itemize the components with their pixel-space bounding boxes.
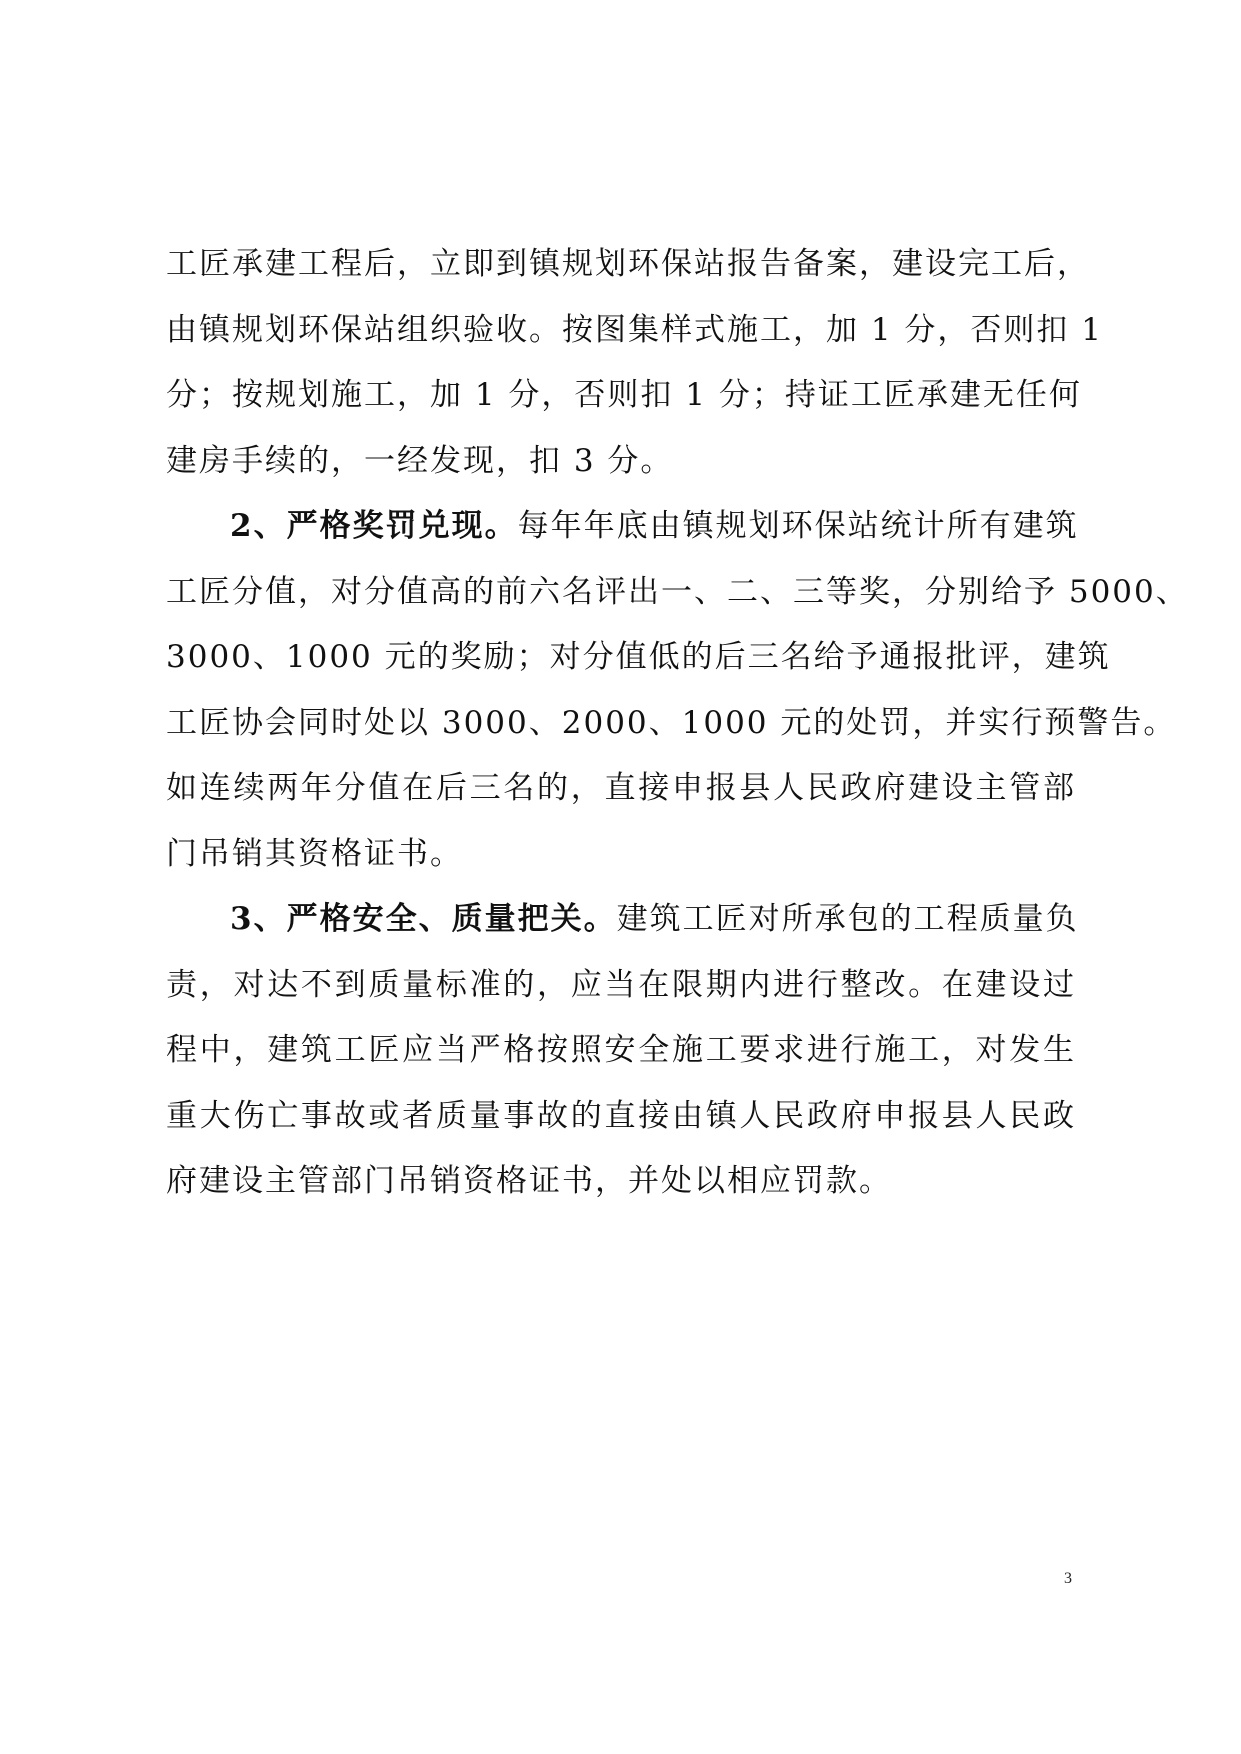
text-line: 如连续两年分值在后三名的，直接申报县人民政府建设主管部 [166, 770, 1076, 806]
text-line: 门吊销其资格证书。 [166, 835, 463, 872]
paragraph-1 [166, 232, 1104, 494]
text-line: 程中，建筑工匠应当严格按照安全施工要求进行施工，对发生 [166, 1032, 1076, 1068]
heading-line-text: 每年年底由镇规划环保站统计所有建筑 [517, 508, 1079, 544]
page-number: 3 [1064, 1570, 1072, 1587]
text-line: 建房手续的，一经发现，扣 3 分。 [166, 442, 674, 479]
document-body [166, 232, 1189, 1215]
text-line: 由镇规划环保站组织验收。按图集样式施工，加 1 分，否则扣 1 [166, 311, 1104, 348]
text-line [166, 494, 1079, 560]
text-line: 重大伤亡事故或者质量事故的直接由镇人民政府申报县人民政 [166, 1097, 1076, 1134]
text-line: 工匠承建工程后，立即到镇规划环保站报告备案，建设完工后， [166, 246, 1090, 282]
section-heading: 3、严格安全、质量把关。 [230, 901, 617, 937]
text-line: 工匠分值，对分值高的前六名评出一、二、三等奖，分别给予 5000、 [166, 573, 1189, 610]
text-line: 工匠协会同时处以 3000、2000、1000 元的处罚，并实行预警告。 [166, 704, 1177, 741]
text-line [166, 887, 1079, 953]
paragraph-3 [166, 887, 1079, 1215]
text-line: 责，对达不到质量标准的，应当在限期内进行整改。在建设过 [166, 966, 1076, 1003]
text-line: 3000、1000 元的奖励；对分值低的后三名给予通报批评，建筑 [166, 639, 1111, 675]
paragraph-2 [166, 494, 1189, 887]
section-heading: 2、严格奖罚兑现。 [230, 508, 518, 544]
heading-line-text: 建筑工匠对所承包的工程质量负 [616, 901, 1079, 937]
text-line: 分；按规划施工，加 1 分，否则扣 1 分；持证工匠承建无任何 [166, 377, 1082, 413]
text-line: 府建设主管部门吊销资格证书，并处以相应罚款。 [166, 1163, 892, 1199]
